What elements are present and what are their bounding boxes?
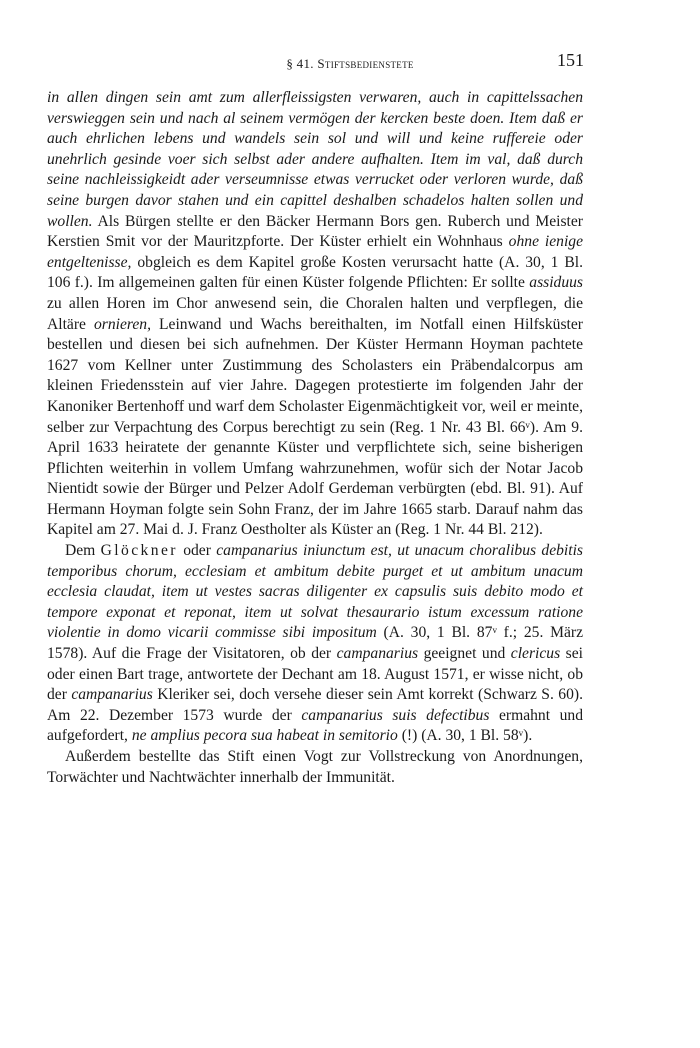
italic-quotation: in allen dingen sein amt zum allerfleissigsten verwaren, auch in capittelssachen verswieggen sein und nach al seinem vermögen der kercken beste doen. Item daß er auch ehrlichen lebens und wandels sein sol und will und keine ruffereie oder unehrlich gesinde voer sich selbst ader andere aufhalten. Item im val, daß durch seine nachleissigkeidt ader verseumnisse etwas verrucket oder verloren wurde, daß seine burgen davor stahen und ein capittel deshalben schadelos halten sollen und wollen. (47, 89, 583, 230)
text-run: ). (523, 727, 533, 745)
paragraph-vogt (47, 747, 583, 788)
superscript-mark: v (525, 419, 530, 430)
text-run: oder (177, 542, 217, 560)
body-text (47, 88, 583, 788)
superscript-mark: v (492, 625, 497, 636)
paragraph-gloeckner (47, 541, 583, 747)
superscript-mark: v (518, 728, 524, 739)
text-run: Außerdem bestellte das Stift einen Vogt zur Vollstreckung von Anordnungen, Torwächter und Nachtwächter innerhalb der Immunität. (47, 748, 583, 786)
text-run: (!) (A. 30, 1 Bl. 58 (397, 727, 519, 745)
italic-quotation: ornieren, (93, 315, 152, 333)
italic-quotation: campanarius (336, 645, 419, 663)
text-run: geeignet und (418, 645, 511, 663)
text-run: obgleich es dem Kapitel große Kosten verursacht hatte (A. 30, 1 Bl. 106 f.). Im allgemeinen galten für einen Küster folgende Pflichten: Er sollte (47, 253, 583, 292)
text-run: sei oder einen Bart trage, antwortete der Dechant am 18. August 1571, er wisse nicht, ob der (47, 645, 583, 704)
italic-quotation: ohne ienige entgeltenisse, (47, 233, 584, 271)
italic-quotation: clericus (510, 645, 561, 663)
text-run: Dem (65, 542, 101, 560)
italic-quotation: campanarius (71, 686, 153, 704)
text-run: (A. 30, 1 Bl. 87 (376, 624, 493, 642)
text-run: Leinwand und Wachs bereithalten, im Notfall einen Hilfsküster bestellen und diesen bei sich aufnehmen. Der Küster Hermann Hoyman pachtete 1627 vom Kellner unter Zustimmung des Scholasters ein Präbendalcorpus am kleinen Friedensstein auf vier Jahre. Dagegen protestierte im folgenden Jahr der Kanoniker Bertenhoff und warf dem Scholaster Eigenmächtigkeit vor, weil er meinte, selber zur Verpachtung des Corpus berechtigt zu sein (Reg. 1 Nr. 43 Bl. 66 (47, 315, 583, 436)
text-run: ). Am 9. April 1633 heiratete der genannte Küster und verpflichtete sich, seine bisherigen Pflichten weiterhin in vollem Umfang wahrzunehmen, wofür sich der Notar Jacob Nientidt sowie der Bürger und Pelzer Adolf Gerdeman verbürgten (ebd. Bl. 91). Auf Hermann Hoyman folgte sein Sohn Franz, der im Jahre 1665 starb. Darauf nahm das Kapitel am 27. Mai d. J. Franz Oestholter als Küster an (Reg. 1 Nr. 44 Bl. 212). (47, 418, 583, 539)
italic-quotation: assiduus (529, 274, 583, 292)
text-run: zu allen Horen im Chor anwesend sein, die Choralen halten und verpflegen, die Altäre (47, 294, 583, 333)
italic-quotation: ne amplius pecora sua habeat in semitorio (131, 727, 398, 745)
page-number: 151 (557, 50, 584, 70)
section-title: § 41. Stiftsbedienstete (286, 56, 414, 71)
text-run: f.; 25. März 1578). Auf die Frage der Visitatoren, ob der (47, 624, 584, 663)
spaced-term: Glöckner (100, 542, 178, 560)
paragraph-kuester (47, 88, 583, 541)
text-run: ermahnt und aufgefordert, (47, 706, 584, 745)
italic-quotation: campanarius iniunctum est, ut unacum choralibus debitis temporibus chorum, ecclesiam et ambitum debite purget et ut ambitum unacum ecclesia claudat, item ut vestes sacras diligenter ex capsulis suis debito modo et tempore exponat et reponat, item ut solvat thesaurario istum excessum ratione violentie in domo vicarii commisse sibi impositum (47, 542, 583, 642)
italic-quotation: campanarius suis defectibus (301, 706, 490, 724)
text-run: Als Bürgen stellte er den Bäcker Hermann Bors gen. Ruberch und Meister Kerstien Smit vor der Mauritzpforte. Der Küster erhielt ein Wohnhaus (47, 212, 583, 251)
running-head (0, 48, 700, 78)
text-run: Kleriker sei, doch versehe dieser sein Amt korrekt (Schwarz S. 60). Am 22. Dezember 1573 wurde der (47, 686, 583, 724)
